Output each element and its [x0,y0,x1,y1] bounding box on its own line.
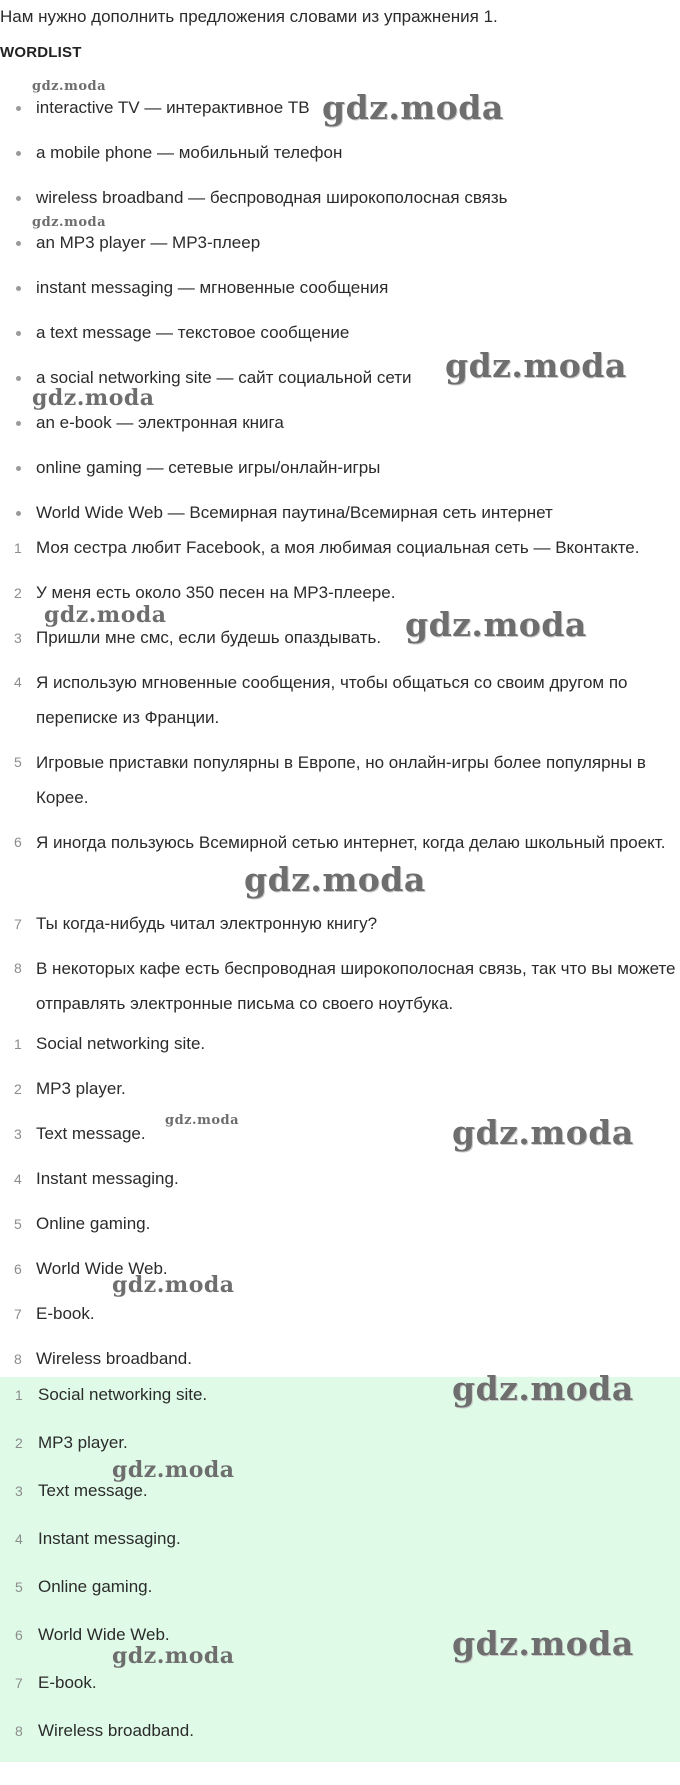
watermark: gdz.moda [32,385,155,411]
item-number: 3 [15,1483,23,1499]
wordlist-item-text: a social networking site — сайт социальной сети [36,368,412,387]
translation-text: Я иногда пользуюсь Всемирной сетью интернет, когда делаю школьный проект. [36,833,666,852]
item-number: 5 [14,1216,22,1232]
watermark: gdz.moda [445,346,627,385]
bullet-icon [16,241,21,246]
bullet-icon [16,421,21,426]
bullet-icon [16,376,21,381]
answer-text: Text message. [38,1481,148,1500]
bullet-icon [16,331,21,336]
watermark: gdz.moda [112,1272,235,1298]
answer-text: E-book. [38,1673,97,1692]
item-number: 6 [15,1627,23,1643]
answer-text: Social networking site. [38,1385,208,1404]
answer-text: World Wide Web. [38,1625,170,1644]
item-number: 8 [14,1351,22,1367]
answer-text: World Wide Web. [36,1259,168,1278]
answer-text: Instant messaging. [38,1529,181,1548]
translation-text: Игровые приставки популярны в Европе, но онлайн-игры более популярны в Корее. [36,753,646,807]
answer-text: Wireless broadband. [38,1721,194,1740]
item-number: 5 [14,754,22,770]
item-number: 5 [15,1579,23,1595]
watermark: gdz.moda [322,88,504,127]
watermark: gdz.moda [112,1457,235,1483]
item-number: 3 [14,1126,22,1142]
item-number: 4 [15,1531,23,1547]
item-number: 8 [15,1723,23,1739]
item-number: 1 [15,1387,23,1403]
watermark: gdz.moda [44,602,167,628]
watermark: gdz.moda [452,1369,634,1408]
wordlist-item-text: a text message — текстовое сообщение [36,323,350,342]
wordlist-item-text: wireless broadband — беспроводная широкополосная связь [36,188,508,207]
wordlist-heading: WORDLIST [0,44,82,61]
translation-text: Пришли мне смс, если будешь опаздывать. [36,628,382,647]
item-number: 2 [14,1081,22,1097]
answer-text: Text message. [36,1124,146,1143]
answer-text: Wireless broadband. [36,1349,192,1368]
bullet-icon [16,151,21,156]
wordlist-item-text: online gaming — сетевые игры/онлайн-игры [36,458,381,477]
item-number: 8 [14,960,22,976]
item-number: 1 [14,540,22,556]
bullet-icon [16,286,21,291]
item-number: 6 [14,834,22,850]
item-number: 2 [15,1435,23,1451]
item-number: 4 [14,1171,22,1187]
item-number: 7 [14,1306,22,1322]
item-number: 3 [14,630,22,646]
wordlist-item-text: World Wide Web — Всемирная паутина/Всемирная сеть интернет [36,503,553,522]
translation-text: Моя сестра любит Facebook, а моя любимая социальная сеть — Вконтакте. [36,538,640,557]
item-number: 6 [14,1261,22,1277]
bullet-icon [16,106,21,111]
item-number: 1 [14,1036,22,1052]
translation-text: У меня есть около 350 песен на MP3-плеере. [36,583,396,602]
translation-text: В некоторых кафе есть беспроводная широкополосная связь, так что вы можете отправлять электронные письма со своего ноутбука. [36,959,676,1013]
answer-text: Online gaming. [38,1577,153,1596]
answer-text: Instant messaging. [36,1169,179,1188]
watermark: gdz.moda [32,215,107,230]
answer-text: Social networking site. [36,1034,206,1053]
watermark: gdz.moda [452,1624,634,1663]
wordlist-item-text: an e-book — электронная книга [36,413,284,432]
item-number: 2 [14,585,22,601]
answer-text: Online gaming. [36,1214,151,1233]
bullet-icon [16,196,21,201]
item-number: 7 [15,1675,23,1691]
wordlist-item-text: an MP3 player — MP3-плеер [36,233,261,252]
item-number: 4 [14,674,22,690]
watermark: gdz.moda [244,860,426,899]
bullet-icon [16,511,21,516]
watermark: gdz.moda [452,1113,634,1152]
watermark: gdz.moda [405,605,587,644]
answer-text: MP3 player. [36,1079,126,1098]
answer-text: MP3 player. [38,1433,128,1452]
translation-text: Я использую мгновенные сообщения, чтобы общаться со своим другом по переписке из Франции. [36,673,628,727]
answer-text: E-book. [36,1304,95,1323]
bullet-icon [16,466,21,471]
wordlist-item-text: instant messaging — мгновенные сообщения [36,278,389,297]
translation-text: Ты когда-нибудь читал электронную книгу? [36,914,378,933]
intro-text: Нам нужно дополнить предложения словами из упражнения 1. [0,7,498,26]
watermark: gdz.moda [165,1113,240,1128]
watermark: gdz.moda [32,79,107,94]
watermark: gdz.moda [112,1643,235,1669]
wordlist-item-text: a mobile phone — мобильный телефон [36,143,343,162]
wordlist-item-text: interactive TV — интерактивное ТВ [36,98,310,117]
item-number: 7 [14,916,22,932]
